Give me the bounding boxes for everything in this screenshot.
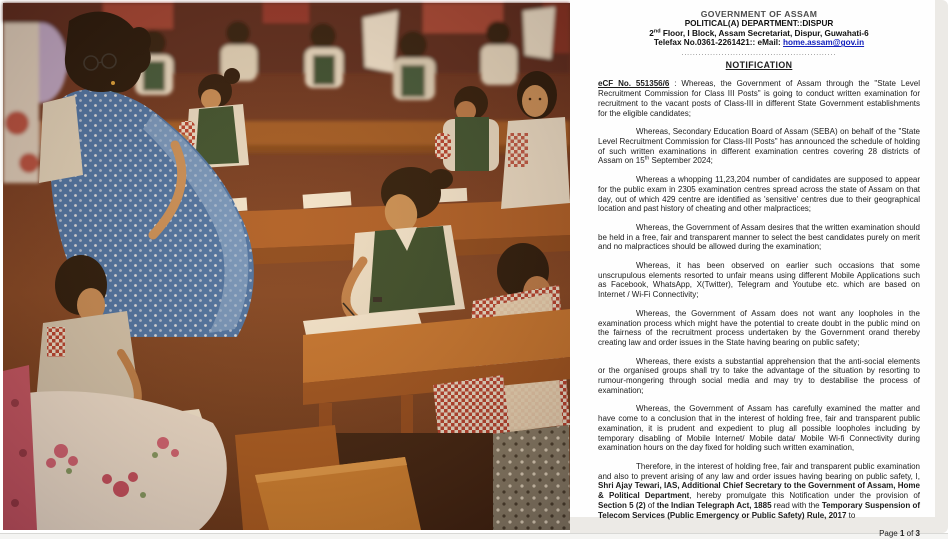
notification-body: [598, 79, 920, 520]
dotted-divider: ......................................................: [681, 50, 837, 57]
classroom-photo: [3, 3, 570, 530]
email-link[interactable]: home.assam@gov.in: [783, 38, 865, 48]
notification-document: [570, 0, 935, 539]
notification-paragraph: Whereas, the Government of Assam does not want any loopholes in the examination process which might have the potential to create doubt in the public mind on the fairness of the recruitment process undertaken by the Government orand thereby creating law and order issues in the State having bearing on public safety;: [598, 308, 920, 347]
government-title: GOVERNMENT OF ASSAM: [700, 9, 818, 19]
classroom-photo-illustration: [3, 3, 570, 530]
warm-light-overlay: [3, 3, 570, 530]
notification-paragraph: Whereas, Secondary Education Board of Assam (SEBA) on behalf of the "State Level Recruitment Commission for Class-III Posts" has announced the schedule of holding of such written examinations in different examination centres covering 28 districts of Assam on 15th September 2024;: [598, 127, 920, 166]
notification-paragraph: Whereas, the Government of Assam desires that the written examination should be held in a free, fair and transparent manner to select the best candidates purely on merit and no malpractices should be allowed during the examination;: [598, 222, 920, 252]
address-line: 2nd Floor, I Block, Assam Secretariat, Dispur, Guwahati-6: [649, 27, 869, 38]
contact-line: [598, 38, 920, 48]
telefax-label: Telefax No.0361-2261421:: eMail:: [653, 38, 783, 48]
notification-paragraph: Whereas, it has been observed on earlier such occasions that some unscrupulous elements resorted to unfair means using different Mobile Applications such as Facebook, WhatsApp, X(Twitter), Telegram and Youtube etc. which are based on Internet / Wi-Fi Connectivity;: [598, 261, 920, 300]
notification-paragraph: eCF No. 551356/6 : Whereas, the Government of Assam through the "State Level Recruitment Commission for Class III Posts" is going to conduct written examination for recruitment to the vacant posts of Class-III in different State Government establishments for the eligible candidates;: [598, 79, 921, 118]
page-number: Page 1 of 3: [879, 529, 920, 539]
notification-title: NOTIFICATION: [725, 59, 793, 70]
notification-paragraph: Therefore, in the interest of holding free, fair and transparent public examination and also to prevent arising of any law and order issues having bearing on public safety, I, Shri Ajay Tewari, IAS, Additional Chief Secretary to the Government of Assam, Home & Political Department, hereby promulgate this Notification under the provision of Section 5 (2) of the Indian Telegraph Act, 1885 read with the Temporary Suspension of Telecom Services (Public Emergency or Public Safety) Rule, 2017 to: [598, 461, 921, 520]
notification-paragraph: Whereas, there exists a substantial apprehension that the anti-social elements or the organised groups shall try to take the advantage of the situation by resorting to rumour-mongering through social media and may try to destabilise the process of examination;: [598, 356, 920, 395]
document-header: [598, 9, 920, 70]
notification-paragraph: Whereas a whopping 11,23,204 number of candidates are supposed to appear for the public exam in 2305 examination centres spread across the state of Assam on that day, out of which 429 centre are identified as 'sensitive' centres due to their geographical location and past history of cheating and other malpractices;: [598, 175, 920, 214]
department-line: POLITICAL(A) DEPARTMENT::DISPUR: [684, 19, 834, 28]
notification-paragraph: Whereas, the Government of Assam has carefully examined the matter and have come to a conclusion that in the interest of holding free, fair and transparent public examination, it is prudent and expedient to plug all possible loopholes including by temporary disabling of Mobile Internet/ Mobile data/ Mobile Wi-fi Connectivity during examination hours on the day fixed for holding such written examination,: [598, 404, 920, 453]
